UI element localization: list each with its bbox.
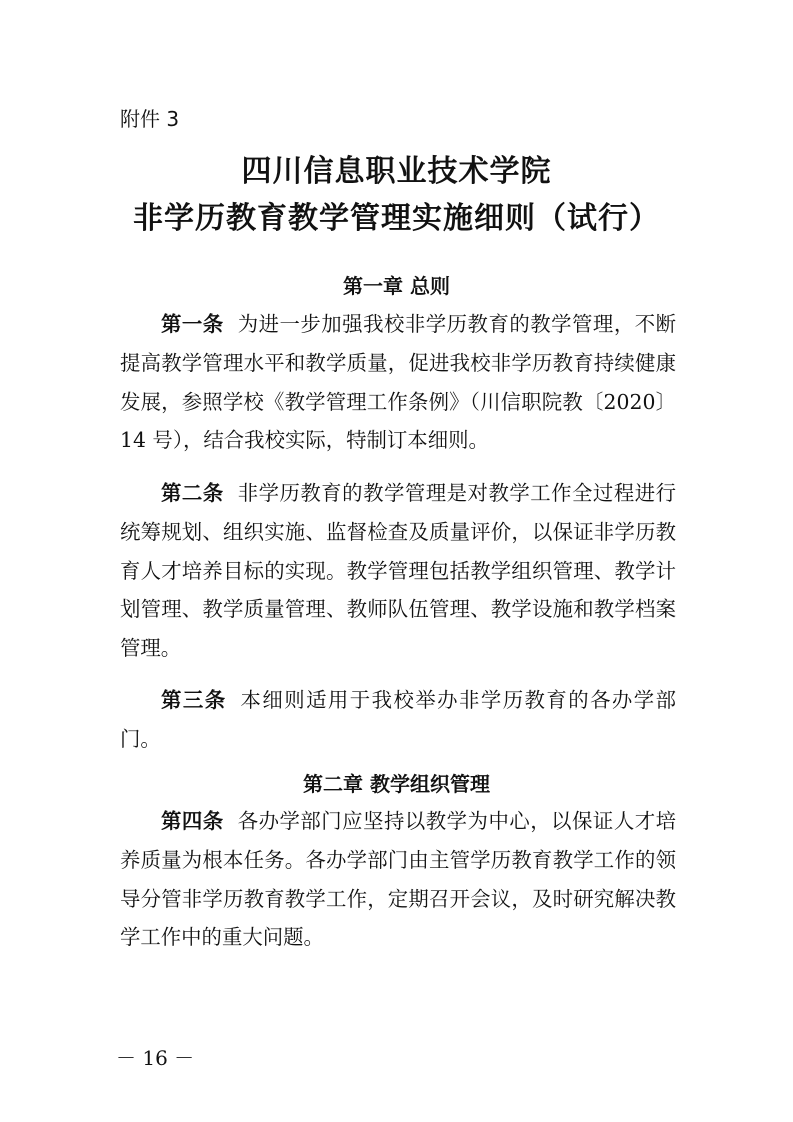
document-title-line2: 非学历教育教学管理实施细则（试行） [133, 201, 660, 236]
chapter-heading: 第一章 总则 [343, 274, 450, 298]
article-text: 为进一步加强我校非学历教育的教学管理，不断提高教学管理水平和教学质量，促进我校非学历教育持续健康发展，参照学校《教学管理工作条例》（川信职院教〔2020〕14 号），结合我校实际，特制订本细则。 [120, 312, 677, 453]
article-paragraph [120, 305, 676, 460]
article-paragraph [120, 474, 676, 668]
article-text: 各办学部门应坚持以教学为中心，以保证人才培养质量为根本任务。各办学部门由主管学历教育教学工作的领导分管非学历教育教学工作，定期召开会议，及时研究解决教学工作中的重大问题。 [120, 809, 677, 950]
article-text: 本细则适用于我校举办非学历教育的各办学部门。 [120, 688, 677, 751]
article-label: 第四条 [161, 809, 224, 833]
page-number: － 16 － [116, 1046, 195, 1070]
article-label: 第一条 [161, 312, 224, 336]
document-title-line1: 四川信息职业技术学院 [241, 154, 552, 189]
article-label: 第三条 [161, 688, 227, 712]
article-paragraph [120, 802, 676, 957]
article-label: 第二条 [161, 481, 224, 505]
chapter-heading: 第二章 教学组织管理 [303, 772, 490, 796]
attachment-label: 附件 3 [120, 107, 180, 131]
article-paragraph [120, 681, 676, 759]
article-text: 非学历教育的教学管理是对教学工作全过程进行统筹规划、组织实施、监督检查及质量评价，以保证非学历教育人才培养目标的实现。教学管理包括教学组织管理、教学计划管理、教学质量管理、教师队伍管理、教学设施和教学档案管理。 [120, 481, 677, 661]
